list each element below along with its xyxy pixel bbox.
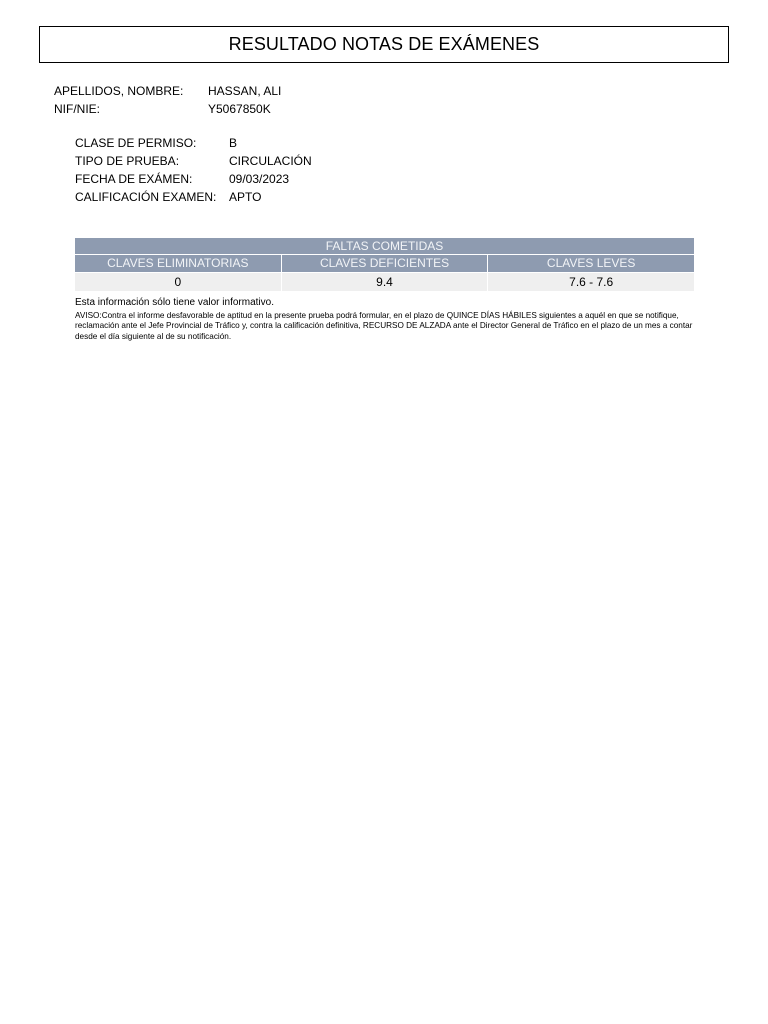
column-header-eliminatorias: CLAVES ELIMINATORIAS	[75, 255, 282, 272]
name-value: HASSAN, ALI	[208, 84, 282, 98]
faults-values-row	[75, 272, 694, 291]
legal-notice: AVISO:Contra el informe desfavorable de aptitud en la presente prueba podrá formular, en el plazo de QUINCE DÍAS HÁBILES siguientes a aquél en que se notifique, reclamación ante el Jefe Provincial de Tráfico y, contra la calificación definitiva, RECURSO DE ALZADA ante el Director General de Tráfico en el plazo de un mes a contar desde el día siguiente al de su notificación.	[75, 311, 693, 341]
column-header-leves: CLAVES LEVES	[488, 255, 694, 272]
info-note: Esta información sólo tiene valor informativo.	[75, 297, 274, 308]
permit-value: B	[229, 136, 238, 150]
permit-label: CLASE DE PERMISO:	[75, 136, 197, 150]
column-header-deficientes: CLAVES DEFICIENTES	[282, 255, 489, 272]
exam-date-value: 09/03/2023	[229, 172, 290, 186]
value-deficientes: 9.4	[282, 273, 489, 291]
grade-value: APTO	[229, 190, 262, 204]
value-eliminatorias: 0	[75, 273, 282, 291]
faults-column-headers	[75, 254, 694, 272]
id-value: Y5067850K	[208, 102, 271, 116]
exam-date-label: FECHA DE EXÁMEN:	[75, 172, 193, 186]
document-title: RESULTADO NOTAS DE EXÁMENES	[39, 26, 729, 63]
name-label: APELLIDOS, NOMBRE:	[54, 84, 184, 98]
grade-label: CALIFICACIÓN EXAMEN:	[75, 190, 217, 204]
faults-table-header: FALTAS COMETIDAS	[75, 238, 694, 254]
test-type-value: CIRCULACIÓN	[229, 154, 312, 168]
test-type-label: TIPO DE PRUEBA:	[75, 154, 180, 168]
value-leves: 7.6 - 7.6	[488, 273, 694, 291]
faults-table	[75, 238, 694, 291]
id-label: NIF/NIE:	[54, 102, 101, 116]
